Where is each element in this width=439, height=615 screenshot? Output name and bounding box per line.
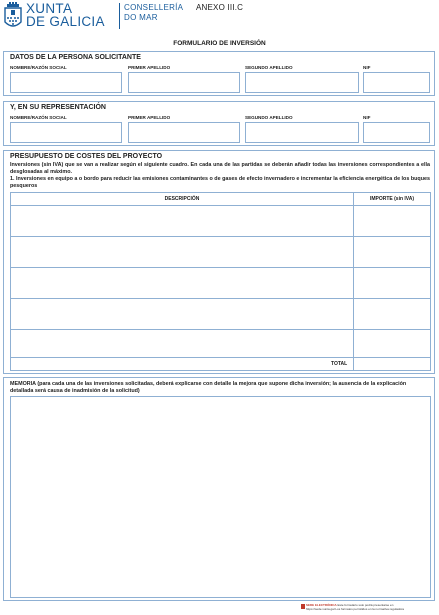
nif-input[interactable] — [363, 72, 430, 93]
col-importe: IMPORTE (sin IVA) — [369, 196, 415, 202]
section-title: DATOS DE LA PERSONA SOLICITANTE — [10, 54, 141, 61]
rep-nombre-input[interactable] — [10, 122, 122, 143]
logo-divider — [119, 3, 120, 29]
table-row[interactable] — [11, 299, 430, 330]
rep-primer-apellido-input[interactable] — [128, 122, 240, 143]
footer-note — [306, 604, 436, 611]
field-label-segundo-apellido: SEGUNDO APELLIDO — [245, 115, 293, 120]
section-presupuesto — [3, 150, 435, 374]
anexo-label: ANEXO III.C — [196, 3, 244, 12]
section-title: Y, EN SU REPRESENTACIÓN — [10, 104, 106, 111]
footer-text3: Los formatos permitidos en la normativa reguladora — [335, 606, 404, 611]
field-label-nombre: NOMBRE/RAZÓN SOCIAL — [10, 115, 67, 120]
table-row[interactable] — [11, 330, 430, 358]
footer-text1: Este formulario solo podrá presentarse en — [337, 603, 394, 607]
conselleria-line2: DO MAR — [124, 13, 158, 22]
footer-link[interactable]: https://sede.xunta.gal — [306, 606, 335, 611]
segundo-apellido-input[interactable] — [245, 72, 359, 93]
budget-table — [10, 192, 431, 371]
logo-line1: XUNTA — [26, 1, 73, 16]
section-representacion — [3, 101, 435, 146]
field-label-nif: NIF — [363, 65, 371, 70]
footer-label: SEDE ELECTRÓNICA — [306, 603, 337, 607]
rep-segundo-apellido-input[interactable] — [245, 122, 359, 143]
memoria-title: MEMORIA (para cada una de las inversiones solicitadas, deberá explicarse con detalle la mejora que supone dicha inversión; la ausencia de la explicación detallada será causa de inadmisión de la solicitud) — [10, 381, 407, 395]
xunta-logo — [4, 2, 184, 32]
table-row[interactable] — [11, 206, 430, 237]
field-label-primer-apellido: PRIMER APELLIDO — [128, 65, 171, 70]
primer-apellido-input[interactable] — [128, 72, 240, 93]
total-label: TOTAL — [331, 361, 348, 367]
logo-text — [26, 2, 105, 28]
presupuesto-partida-1: 1. Inversiones en equipo a o bordo para reducir las emisiones contaminantes o de gases de efecto invernadero e incrementar la eficiencia energética de los buques pesqueros — [10, 176, 431, 190]
field-label-nif: NIF — [363, 115, 371, 120]
field-label-primer-apellido: PRIMER APELLIDO — [128, 115, 171, 120]
table-row[interactable] — [11, 268, 430, 299]
presupuesto-intro: Inversiones (sin IVA) que se van a realizar según el siguiente cuadro. En cada una de las partidas se deberán añadir todas las inversiones correspondientes a ella desglosadas al máximo. — [10, 162, 430, 176]
sede-electronica-icon — [301, 604, 305, 609]
conselleria-line1: CONSELLERÍA — [124, 3, 184, 12]
field-label-segundo-apellido: SEGUNDO APELLIDO — [245, 65, 293, 70]
col-descripcion: DESCRIPCIÓN — [164, 196, 200, 202]
logo-line2: DE GALICIA — [26, 14, 105, 29]
memoria-textarea[interactable] — [10, 396, 431, 598]
table-row[interactable] — [11, 237, 430, 268]
field-label-nombre: NOMBRE/RAZÓN SOCIAL — [10, 65, 67, 70]
conselleria-label — [124, 3, 183, 23]
rep-nif-input[interactable] — [363, 122, 430, 143]
section-title: PRESUPUESTO DE COSTES DEL PROYECTO — [10, 153, 163, 160]
form-title: FORMULARIO DE INVERSIÓN — [173, 40, 266, 47]
total-row — [11, 358, 430, 370]
galicia-emblem-icon — [4, 2, 22, 30]
table-header-row — [11, 193, 430, 206]
section-memoria — [3, 377, 435, 601]
nombre-input[interactable] — [10, 72, 122, 93]
section-solicitante — [3, 51, 435, 96]
